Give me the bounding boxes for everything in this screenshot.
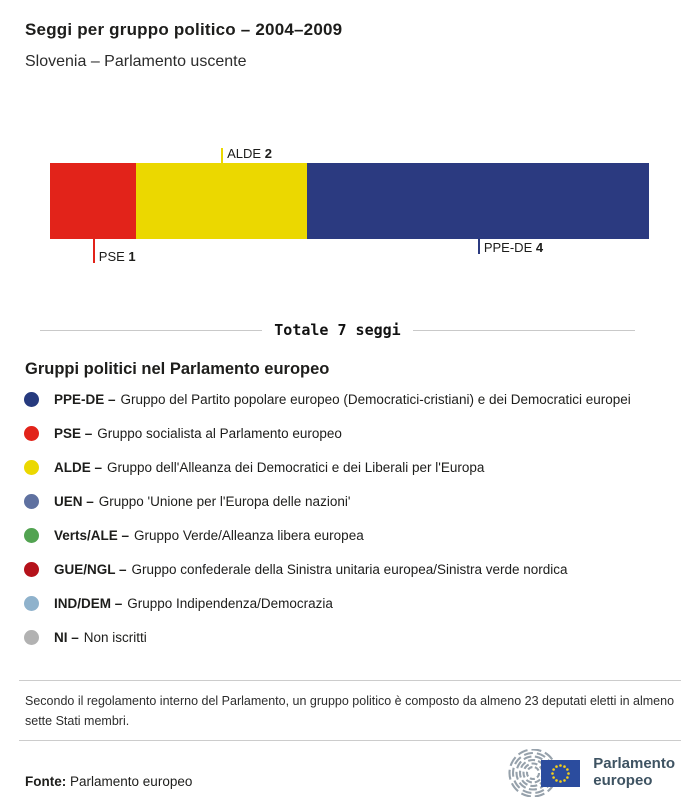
seats-chart <box>50 146 649 264</box>
group-color-dot <box>24 426 39 441</box>
divider-line-right <box>413 330 635 331</box>
group-color-dot <box>24 630 39 645</box>
group-name: PPE-DE – <box>54 391 116 407</box>
callout-group-name: ALDE <box>227 146 262 161</box>
footnote: Secondo il regolamento interno del Parlamento, un gruppo politico è composto da almeno 23 deputati eletti in almeno sette Stati membri. <box>25 694 675 728</box>
legend-heading: Gruppi politici nel Parlamento europeo <box>25 360 330 378</box>
footer <box>25 749 675 797</box>
group-color-dot <box>24 596 39 611</box>
source-label: Fonte: <box>25 774 67 789</box>
legend-item-verts-ale <box>24 518 700 552</box>
callout-group-name: PPE-DE <box>483 240 533 255</box>
group-description: Gruppo dell'Alleanza dei Democratici e dei Liberali per l'Europa <box>107 459 485 475</box>
group-name: GUE/NGL – <box>54 561 127 577</box>
european-parliament-logo <box>504 749 675 797</box>
legend-item-alde <box>24 450 700 484</box>
group-name: ALDE – <box>54 459 103 475</box>
page-title: Seggi per gruppo politico – 2004–2009 <box>25 20 343 39</box>
group-name: NI – <box>54 629 79 645</box>
group-name: IND/DEM – <box>54 595 123 611</box>
logo-wordmark <box>593 756 675 790</box>
divider-line-left <box>40 330 262 331</box>
group-description: Gruppo del Partito popolare europeo (Democratici-cristiani) e dei Democratici europei <box>120 391 631 407</box>
eu-flag-icon <box>541 760 580 787</box>
footnote-divider-top <box>19 680 681 681</box>
callout-tick <box>478 239 480 254</box>
source-value: Parlamento europeo <box>70 774 193 789</box>
logo-wordmark-line2: europeo <box>593 772 653 789</box>
total-divider <box>40 321 635 339</box>
legend-item-ind-dem <box>24 586 700 620</box>
group-description: Gruppo confederale della Sinistra unitaria europea/Sinistra verde nordica <box>131 561 568 577</box>
callout-seat-count: 4 <box>535 240 544 255</box>
legend-item-pse <box>24 416 700 450</box>
callout-group-name: PSE <box>98 249 125 264</box>
callout-tick <box>221 148 223 163</box>
callout-label <box>99 249 136 264</box>
legend-item-ni <box>24 620 700 654</box>
group-description: Gruppo 'Unione per l'Europa delle nazioni' <box>98 493 351 509</box>
group-name: UEN – <box>54 493 94 509</box>
source-line <box>25 774 192 789</box>
callout-label <box>227 146 272 161</box>
bar-segment-pse <box>50 163 136 239</box>
legend-item-ppe-de <box>24 382 700 416</box>
parliament-hemicycle-icon <box>504 749 584 797</box>
callout-seat-count: 2 <box>264 146 272 161</box>
footnote-divider-bottom <box>19 740 681 741</box>
bar-segment-alde <box>136 163 307 239</box>
group-description: Gruppo Indipendenza/Democrazia <box>127 595 333 611</box>
callout-tick <box>93 239 95 263</box>
group-description: Gruppo Verde/Alleanza libera europea <box>134 527 364 543</box>
group-color-dot <box>24 494 39 509</box>
group-color-dot <box>24 528 39 543</box>
total-seats-label: Totale 7 seggi <box>274 321 401 339</box>
group-color-dot <box>24 392 39 407</box>
seat-bar <box>50 163 649 239</box>
legend-item-uen <box>24 484 700 518</box>
group-description: Gruppo socialista al Parlamento europeo <box>97 425 342 441</box>
legend <box>24 382 700 654</box>
bar-segment-ppe-de <box>307 163 649 239</box>
group-description: Non iscritti <box>83 629 147 645</box>
page-subtitle: Slovenia – Parlamento uscente <box>25 53 247 70</box>
group-color-dot <box>24 460 39 475</box>
legend-item-gue-ngl <box>24 552 700 586</box>
logo-wordmark-line1: Parlamento <box>593 755 675 773</box>
callout-seat-count: 1 <box>128 249 136 264</box>
callout-label <box>484 240 543 255</box>
group-color-dot <box>24 562 39 577</box>
group-name: PSE – <box>54 425 93 441</box>
group-name: Verts/ALE – <box>54 527 130 543</box>
